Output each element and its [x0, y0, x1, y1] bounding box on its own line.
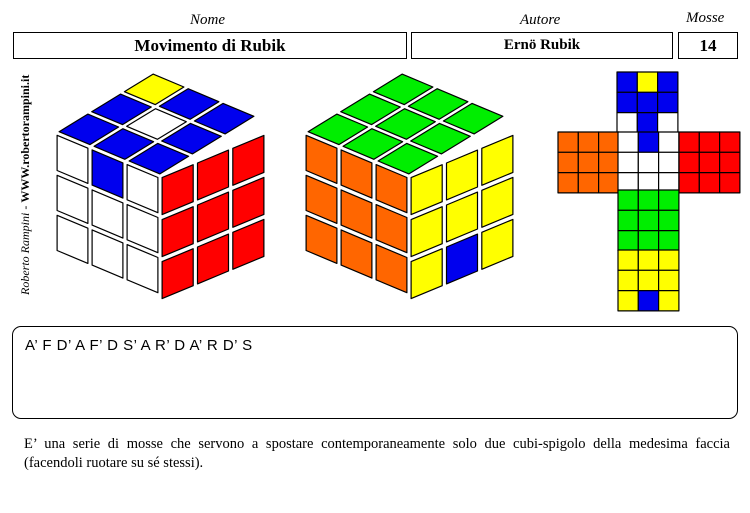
moves-count-field: 14 [678, 32, 738, 59]
net-top_face-sticker [658, 113, 678, 133]
net-right_face-sticker [720, 152, 740, 172]
net-right_face-sticker [720, 173, 740, 193]
net-right_face-sticker [679, 173, 699, 193]
net-green_face-sticker [638, 210, 658, 230]
moves-panel [12, 326, 738, 419]
net-green_face-sticker [659, 210, 679, 230]
cube1-front-sticker [127, 165, 158, 213]
net-left_face-sticker [578, 152, 598, 172]
net-center_face-sticker [618, 132, 638, 152]
net-faces [558, 72, 740, 311]
cube1-right-sticker [198, 192, 229, 242]
net-center_face-sticker [638, 152, 658, 172]
net-bottom_face-sticker [618, 250, 638, 270]
net-right_face-sticker [720, 132, 740, 152]
cube-net-diagram [556, 70, 742, 315]
net-right_face-sticker [679, 152, 699, 172]
net-top_face-sticker [658, 72, 678, 92]
net-right_face-sticker [699, 173, 719, 193]
cube2-front-sticker [376, 245, 407, 293]
cube1-right-sticker [233, 219, 264, 269]
net-center_face-sticker [659, 152, 679, 172]
net-right_face-sticker [679, 132, 699, 152]
cube1-front-sticker [127, 245, 158, 293]
moves-label: Mosse [686, 10, 725, 26]
net-bottom_face-sticker [638, 250, 658, 270]
net-bottom_face-sticker [618, 270, 638, 290]
cube1-front-sticker [92, 230, 123, 278]
net-green_face-sticker [618, 190, 638, 210]
cube1-front-sticker [57, 175, 88, 223]
description-text: E’ una serie di mosse che servono a spostare contemporaneamente solo due cubi-spigolo della medesima faccia (facendoli ruotare su sé stessi). [24, 436, 730, 471]
cube2-front-sticker [341, 190, 372, 238]
net-green_face-sticker [659, 190, 679, 210]
cube1-right-sticker [162, 207, 193, 257]
cube2-right-sticker [447, 192, 478, 242]
net-left_face-sticker [599, 132, 619, 152]
moves-sequence: A’ F D’ A F’ D S’ A R’ D A’ R D’ S [25, 337, 253, 354]
net-bottom_face-sticker [638, 291, 658, 311]
cube1-front-sticker [92, 190, 123, 238]
side-credit [18, 75, 34, 295]
cube1-right-sticker [198, 234, 229, 284]
net-top_face-sticker [617, 92, 637, 112]
net-green_face-sticker [638, 231, 658, 251]
author-field: Ernö Rubik [411, 32, 673, 59]
cube2-front-sticker [306, 215, 337, 263]
net-center_face-sticker [618, 152, 638, 172]
name-label: Nome [190, 12, 225, 28]
cube2-right-sticker [411, 207, 442, 257]
net-bottom_face-sticker [659, 270, 679, 290]
cube2-front-sticker [341, 230, 372, 278]
net-bottom_face-sticker [659, 250, 679, 270]
net-top_face-sticker [658, 92, 678, 112]
net-left_face-sticker [599, 173, 619, 193]
cube1-right-sticker [162, 165, 193, 215]
net-green_face-sticker [659, 231, 679, 251]
cube2-right-sticker [482, 177, 513, 227]
cube1-right-sticker [233, 177, 264, 227]
side-author: Roberto Rampini [18, 212, 32, 295]
cube2-front-sticker [376, 205, 407, 253]
author-label: Autore [520, 12, 561, 28]
cube2-front-sticker [376, 165, 407, 213]
net-top_face-sticker [637, 113, 657, 133]
cube1-right-sticker [162, 249, 193, 299]
net-bottom_face-sticker [638, 270, 658, 290]
net-left_face-sticker [578, 132, 598, 152]
net-left_face-sticker [599, 152, 619, 172]
net-center_face-sticker [659, 132, 679, 152]
net-green_face-sticker [618, 210, 638, 230]
cube2-right-sticker [447, 150, 478, 200]
net-green_face-sticker [618, 231, 638, 251]
net-top_face-sticker [637, 72, 657, 92]
net-bottom_face-sticker [618, 291, 638, 311]
cube-before-illustration [50, 68, 275, 306]
net-top_face-sticker [617, 113, 637, 133]
cube1-right-sticker [233, 135, 264, 185]
cube-after-illustration [299, 68, 524, 306]
cube2-front-sticker [306, 135, 337, 183]
side-website: WWW.robertorampini.it [18, 74, 32, 203]
cube2-front-sticker [306, 175, 337, 223]
cube1-front-sticker [57, 135, 88, 183]
net-left_face-sticker [558, 152, 578, 172]
cube1-right-sticker [198, 150, 229, 200]
net-top_face-sticker [617, 72, 637, 92]
net-left_face-sticker [558, 173, 578, 193]
cube2-right-sticker [447, 234, 478, 284]
net-right_face-sticker [699, 132, 719, 152]
cube2-right-sticker [482, 135, 513, 185]
net-top_face-sticker [637, 92, 657, 112]
cube1-front-sticker [57, 215, 88, 263]
net-right_face-sticker [699, 152, 719, 172]
name-field: Movimento di Rubik [13, 32, 407, 59]
net-green_face-sticker [638, 190, 658, 210]
cube2-right-sticker [482, 219, 513, 269]
cube2-right-sticker [411, 165, 442, 215]
side-separator: - [18, 202, 32, 213]
net-center_face-sticker [638, 132, 658, 152]
net-bottom_face-sticker [659, 291, 679, 311]
cube1-front-sticker [127, 205, 158, 253]
net-left_face-sticker [578, 173, 598, 193]
cube2-right-sticker [411, 249, 442, 299]
net-left_face-sticker [558, 132, 578, 152]
